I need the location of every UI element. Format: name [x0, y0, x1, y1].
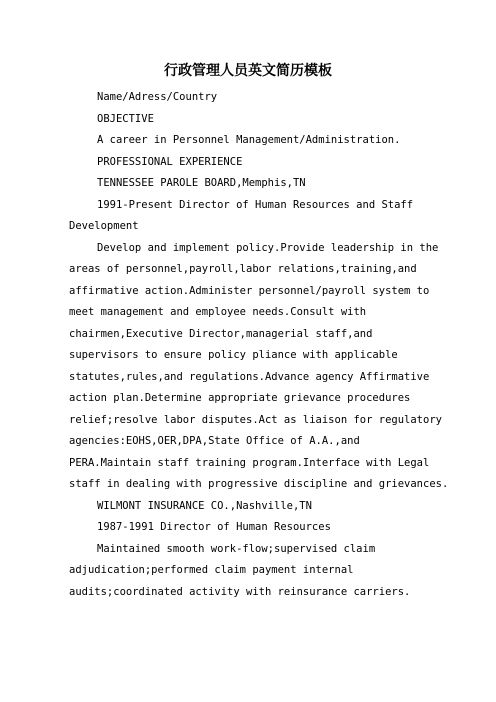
text-line: affirmative action.Administer personnel/payroll system to [69, 284, 430, 297]
text-line: Name/Adress/Country [97, 91, 218, 103]
resume-body [69, 87, 449, 603]
text-line: TENNESSEE PAROLE BOARD,Memphis,TN [97, 177, 306, 189]
text-line: agencies:EOHS,OER,DPA,State Office of A.A.,and [69, 435, 360, 447]
text-line: supervisors to ensure policy pliance with applicable [69, 349, 398, 361]
text-line: WILMONT INSURANCE CO.,Nashville,TN [97, 499, 312, 512]
text-line: A career in Personnel Management/Administration. [97, 134, 401, 146]
text-line: statutes,rules,and regulations.Advance agency Affirmative [69, 370, 430, 383]
text-line: OBJECTIVE [97, 112, 154, 125]
text-line: 1987-1991 Director of Human Resources [97, 521, 331, 533]
text-line: PERA.Maintain staff training program.Interface with Legal [69, 456, 430, 469]
text-line: relief;resolve labor disputes.Act as liaison for regulatory [69, 413, 442, 426]
text-line: action plan.Determine appropriate grievance procedures [69, 392, 411, 404]
text-line: meet management and employee needs.Consult with [69, 306, 367, 318]
text-line: Maintained smooth work-flow;supervised claim [97, 542, 376, 555]
document-title: 行政管理人员英文简历模板 [164, 63, 332, 79]
text-line: adjudication;performed claim payment internal [69, 564, 354, 576]
text-line: areas of personnel,payroll,labor relations,training,and [69, 263, 417, 275]
text-line: 1991-Present Director of Human Resources and Staff [97, 198, 414, 211]
text-line: Development [69, 220, 139, 232]
text-line: Develop and implement policy.Provide leadership in the [97, 241, 439, 254]
text-line: staff in dealing with progressive discipline and grievances. [69, 478, 449, 490]
text-line: chairmen,Executive Director,managerial staff,and [69, 327, 373, 340]
text-line: PROFESSIONAL EXPERIENCE [97, 155, 243, 168]
text-line: audits;coordinated activity with reinsurance carriers. [69, 585, 411, 598]
